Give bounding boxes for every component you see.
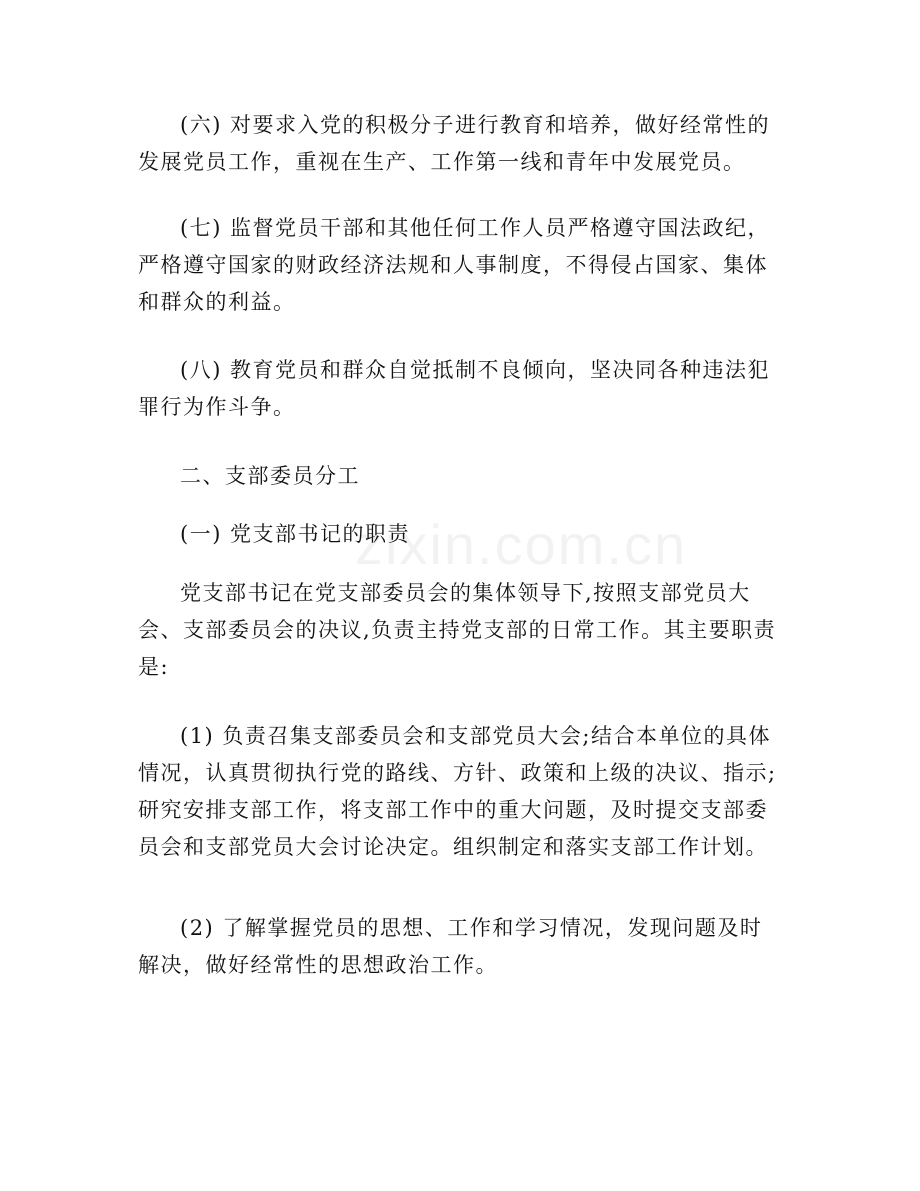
watermark: zixin.com.cn <box>355 513 688 576</box>
paragraph-item-6: (六) 对要求入党的积极分子进行教育和培养，做好经常性的发展党员工作，重视在生产、工作第一线和青年中发展党员。 <box>138 113 771 174</box>
subsection-heading: (一) 党支部书记的职责 <box>180 522 411 546</box>
paragraph-intro: 党支部书记在党支部委员会的集体领导下,按照支部党员大会、支部委员会的决议,负责主持党支部的日常工作。其主要职责是: <box>138 581 777 679</box>
paragraph-item-7: (七) 监督党员干部和其他任何工作人员严格遵守国法政纪，严格遵守国家的财政经济法规和人事制度，不得侵占国家、集体和群众的利益。 <box>138 216 771 314</box>
section-heading: 二、支部委员分工 <box>180 464 360 488</box>
paragraph-item-8: (八) 教育党员和群众自觉抵制不良倾向，坚决同各种违法犯罪行为作斗争。 <box>138 358 771 419</box>
paragraph-duty-1: (1) 负责召集支部委员会和支部党员大会;结合本单位的具体情况，认真贯彻执行党的路线、方针、政策和上级的决议、指示;研究安排支部工作，将支部工作中的重大问题，及时提交支部委员会和支部党员大会讨论决定。组织制定和落实支部工作计划。 <box>138 724 777 859</box>
paragraph-duty-2: (2) 了解掌握党员的思想、工作和学习情况，发现问题及时解决，做好经常性的思想政治工作。 <box>138 916 763 977</box>
